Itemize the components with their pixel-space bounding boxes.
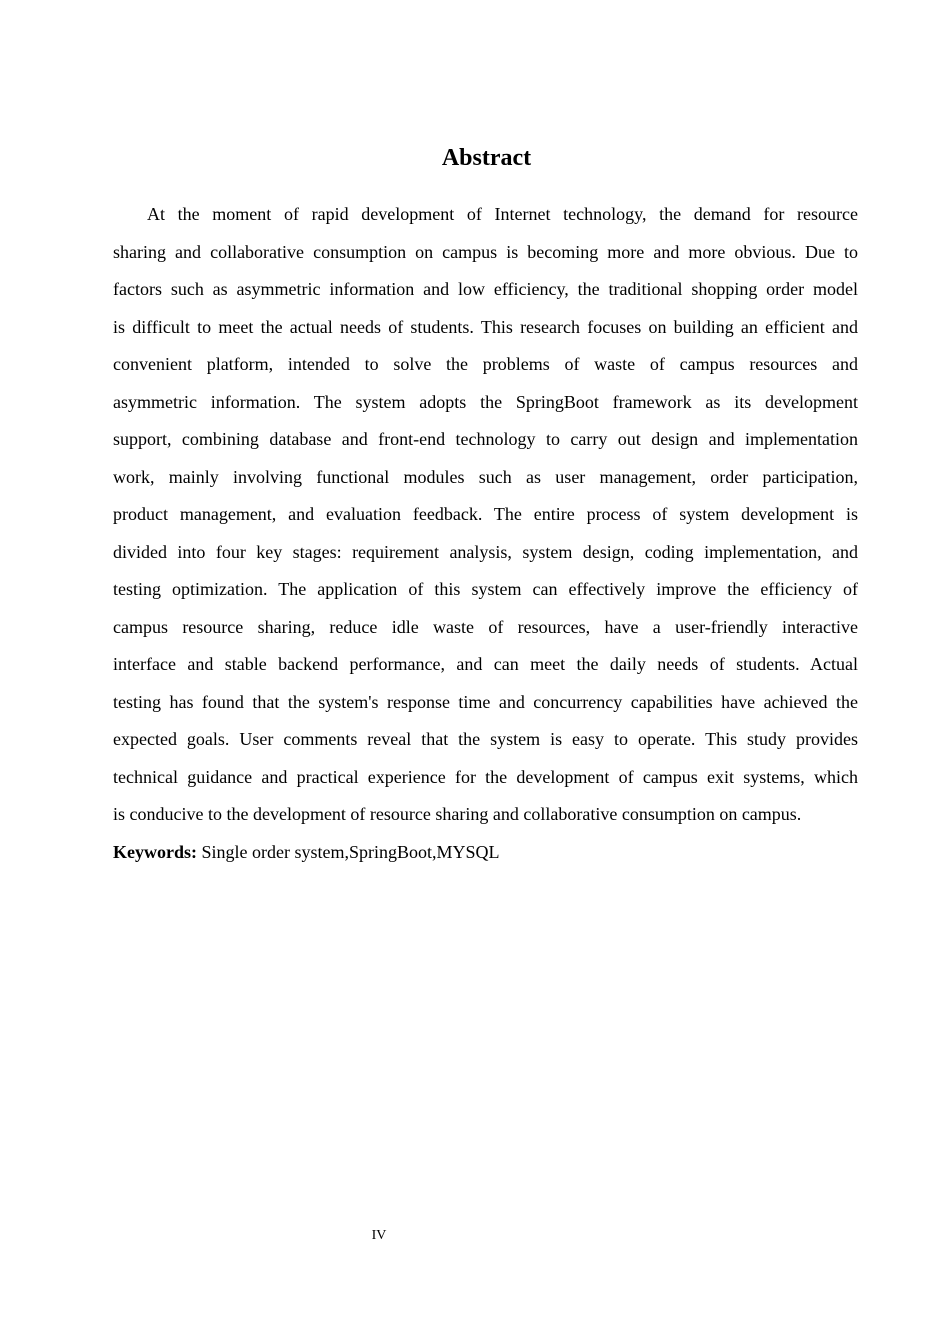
page-number: IV <box>371 1228 387 1243</box>
abstract-line: is difficult to meet the actual needs of students. This research focuses on building an efficient and <box>113 316 858 337</box>
abstract-line: convenient platform, intended to solve the problems of waste of campus resources and <box>113 354 858 374</box>
abstract-line: sharing and collaborative consumption on campus is becoming more and more obvious. Due to <box>113 241 858 262</box>
keywords-value: Single order system,SpringBoot,MYSQL <box>197 841 500 862</box>
abstract-line: asymmetric information. The system adopts the SpringBoot framework as its development <box>113 391 858 412</box>
abstract-line: factors such as asymmetric information and low efficiency, the traditional shopping order model <box>113 279 858 299</box>
abstract-line: product management, and evaluation feedback. The entire process of system development is <box>113 504 858 524</box>
keywords <box>113 836 858 874</box>
abstract-line: work, mainly involving functional modules such as user management, order participation, <box>113 466 858 487</box>
abstract-line: testing optimization. The application of this system can effectively improve the efficiency of <box>113 579 858 599</box>
abstract-line: interface and stable backend performance, and can meet the daily needs of students. Actual <box>113 654 858 674</box>
page-title: Abstract <box>441 145 532 171</box>
abstract-line: At the moment of rapid development of Internet technology, the demand for resource <box>147 204 858 224</box>
abstract-line: support, combining database and front-end technology to carry out design and implementation <box>113 429 858 449</box>
abstract-line: technical guidance and practical experience for the development of campus exit systems, which <box>113 766 858 787</box>
abstract-line: campus resource sharing, reduce idle waste of resources, have a user-friendly interactive <box>113 616 858 637</box>
abstract-line: divided into four key stages: requirement analysis, system design, coding implementation, and <box>113 541 858 562</box>
abstract-line: testing has found that the system's response time and concurrency capabilities have achieved the <box>113 691 858 712</box>
abstract-body <box>113 198 858 873</box>
keywords-label: Keywords: <box>113 841 197 862</box>
abstract-line: expected goals. User comments reveal that the system is easy to operate. This study provides <box>113 729 858 749</box>
abstract-line: is conducive to the development of resource sharing and collaborative consumption on campus. <box>113 804 802 824</box>
